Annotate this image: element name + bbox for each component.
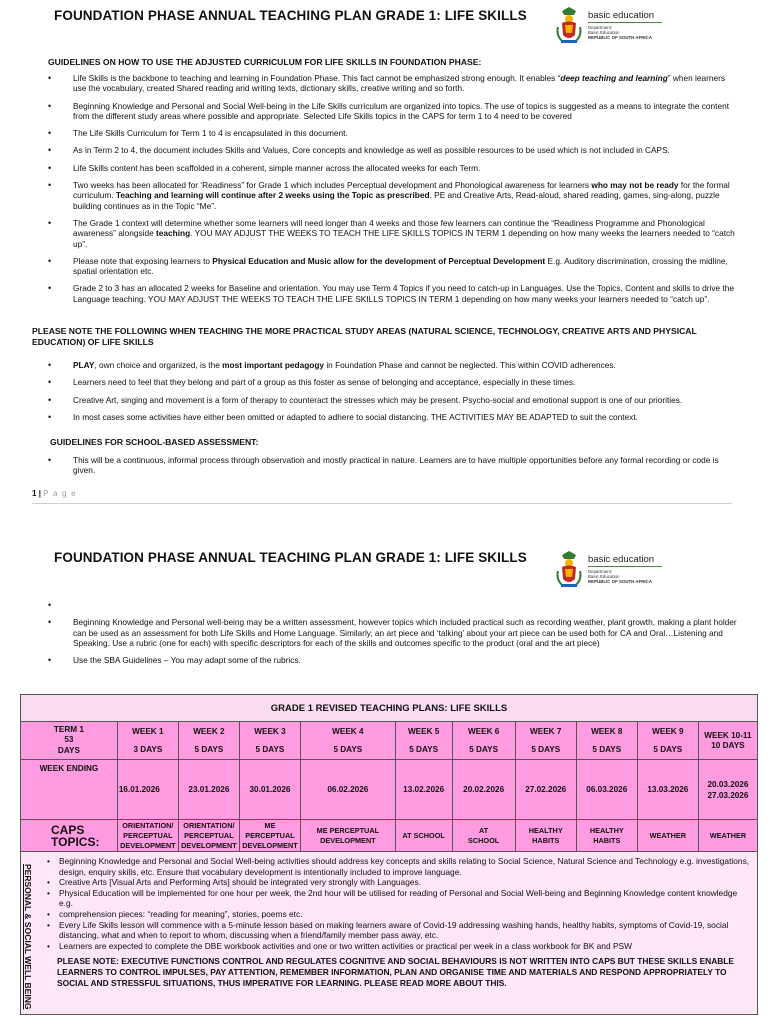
list-item: • Every Life Skills lesson will commence with a 5-minute lesson based on making learners aware of Covid-19 addressing washing hands, healthy habits, symptoms of Covid-19, social distancing, what and when to report to whom, discussing when a friend/family member pass away, etc. — [47, 920, 753, 941]
topic-cell: WEATHER — [637, 820, 698, 852]
logo-divider — [588, 22, 662, 23]
sba-list — [48, 455, 738, 483]
topic-cell: HEALTHY HABITS — [576, 820, 637, 852]
topic-cell: ORIENTATION/ PERCEPTUAL DEVELOPMENT — [178, 820, 239, 852]
date-cell: 23.01.2026 — [178, 760, 239, 820]
date-cell: 06.03.2026 — [576, 760, 637, 820]
date-cell: 13.02.2026 — [395, 760, 452, 820]
week-cell: WEEK 10-11 10 DAYS — [698, 722, 757, 760]
date-cell: 30.01.2026 — [239, 760, 300, 820]
week-cell: WEEK 9 5 DAYS — [637, 722, 698, 760]
date-cell: 13.03.2026 — [637, 760, 698, 820]
week-cell: WEEK 5 5 DAYS — [395, 722, 452, 760]
date-cell: 27.02.2026 — [515, 760, 576, 820]
list-item — [48, 600, 738, 610]
list-item: • Creative Art, singing and movement is a form of therapy to counteract the stresses which may be present. Psycho-social and emotional support is one of our priorities. — [48, 395, 738, 405]
week-cell: WEEK 3 5 DAYS — [239, 722, 300, 760]
lesson-guidelines-list — [47, 856, 753, 951]
table-row — [21, 722, 758, 760]
list-item: • Physical Education will be implemented for one hour per week, the 2nd hour will be utilised for reading of Personal and Social Well-being and Beginning Knowledge content knowledge e.g. — [47, 888, 753, 909]
topic-cell: ORIENTATION/ PERCEPTUAL DEVELOPMENT — [117, 820, 178, 852]
executive-functions-note: PLEASE NOTE: EXECUTIVE FUNCTIONS CONTROL AND REGULATES COGNITIVE AND SOCIAL BEHAVIOURS IS NOT WRITTEN INTO CAPS BUT THESE SKILLS ENABLE LEARNERS TO CONTROL IMPULSES, PAY ATTENTION, REMEMBER INFORMATION, PLAN AND ORGANISE TIME AND MATERIALS AND RESPOND APPROPRIATELY TO SOCIAL AND STRESSFUL SITUATIONS, THUS IMPERATIVE FOR LEARNING. PLEASE READ MORE ABOUT THIS. — [57, 956, 735, 988]
coat-of-arms-icon — [554, 5, 584, 45]
page-number: 1 | P a g e — [32, 489, 77, 498]
assessment-list — [48, 600, 738, 672]
page-title: FOUNDATION PHASE ANNUAL TEACHING PLAN GRADE 1: LIFE SKILLS — [54, 8, 527, 23]
date-cell: 20.02.2026 — [452, 760, 515, 820]
topic-cell: HEALTHY HABITS — [515, 820, 576, 852]
week-cell: WEEK 1 3 DAYS — [117, 722, 178, 760]
document-page-2 — [0, 536, 768, 1024]
logo-text: basic education — [588, 554, 655, 565]
list-item: • Learners are expected to complete the DBE workbook activities and one or two written activities or practical per week in a class workbook for BK and PSW — [47, 941, 753, 952]
logo-text: basic education — [588, 10, 655, 21]
list-item: • Two weeks has been allocated for ‘Readiness” for Grade 1 which includes Perceptual development and Phonological awareness for learners who may not be ready for the formal curriculum. Teaching and learning will continue after 2 weeks using the Topic as prescribed. PE and Creative Arts, Read-aloud, shared reading, games, sing-along, puzzle building continues as in the Topic “Me”. — [48, 180, 738, 211]
logo-divider — [588, 566, 662, 567]
list-item: • As in Term 2 to 4, the document includes Skills and Values, Core concepts and knowledge as well as possible resources to be used which is not included in CAPS. — [48, 145, 738, 155]
week-cell: WEEK 2 5 DAYS — [178, 722, 239, 760]
term-cell: TERM 1 53 DAYS — [21, 722, 118, 760]
logo-sub-3: REPUBLIC OF SOUTH AFRICA — [588, 35, 652, 40]
topic-cell: WEATHER — [698, 820, 757, 852]
date-cell: 06.02.2026 — [300, 760, 395, 820]
lesson-guidelines-cell — [21, 852, 758, 1015]
list-item: • The Grade 1 context will determine whether some learners will need longer than 4 weeks and those few learners can continue the “Readiness Programme and Phonological awareness” alongside teaching. YOU MAY ADJUST THE WEEKS TO TEACH THE LIFE SKILLS TOPICS IN TERM 1 depending on how many weeks the learners needed to “catch up”. — [48, 218, 738, 249]
logo-sub-1: Department: — [588, 25, 613, 30]
table-row — [21, 820, 758, 852]
logo-sub-2: Basic Education — [588, 30, 620, 35]
footer-divider — [32, 503, 732, 504]
side-label: PERSONAL & SOCIAL WELL BEING — [23, 864, 33, 1010]
guidelines-list — [48, 73, 738, 311]
logo-sub-2: Basic Education — [588, 574, 620, 579]
list-item: • Use the SBA Guidelines – You may adapt some of the rubrics. — [48, 655, 738, 665]
guidelines-heading: GUIDELINES ON HOW TO USE THE ADJUSTED CURRICULUM FOR LIFE SKILLS IN FOUNDATION PHASE: — [48, 57, 482, 67]
practical-list — [48, 360, 738, 429]
coat-of-arms-icon — [554, 549, 584, 589]
topic-cell: AT SCHOOL — [452, 820, 515, 852]
table-row — [21, 760, 758, 820]
dbe-logo — [554, 549, 664, 589]
list-item: • Learners need to feel that they belong and part of a group as this foster as sense of belonging and acceptance, especially in these times. — [48, 377, 738, 387]
list-item: • Beginning Knowledge and Personal and Social Well-being in the Life Skills curriculum are organized into topics. The use of topics is suggested as a means to integrate the content from the different study areas where possible and appropriate. Selected Life Skills topics in the CAPS for term 1 to 4 need to be covered — [48, 101, 738, 122]
logo-sub-1: Department: — [588, 569, 613, 574]
week-cell: WEEK 8 5 DAYS — [576, 722, 637, 760]
list-item: • Creative Arts [Visual Arts and Performing Arts] should be integrated very strongly with Languages. — [47, 877, 753, 888]
topic-cell: AT SCHOOL — [395, 820, 452, 852]
topic-cell: ME PERCEPTUAL DEVELOPMENT — [239, 820, 300, 852]
practical-areas-note: PLEASE NOTE THE FOLLOWING WHEN TEACHING THE MORE PRACTICAL STUDY AREAS (NATURAL SCIENCE, TECHNOLOGY, CREATIVE ARTS AND PHYSICAL EDUCATION) OF LIFE SKILLS — [32, 326, 697, 347]
week-ending-label: WEEK ENDING — [21, 760, 118, 820]
list-item: • Beginning Knowledge and Personal well-being may be a written assessment, however topics which included practical such as recording weather, plant growth, making a plant holder can be used as an assessment for both Life Skills and Home Language. Similarly, an art piece and ‘talking’ about your art piece can be used both for CA and Oral…Listening and Speaking. Use a rubric (one for each) with specific descriptors for each of the skills and outcomes specific to the product (oral and the art piece) — [48, 617, 738, 648]
list-item: • This will be a continuous, informal process through observation and mostly practical in nature. Learners are to have multiple opportunities before any formal recording or code is given. — [48, 455, 738, 476]
date-cell: 16.01.2026 — [117, 760, 178, 820]
table-header-row — [21, 695, 758, 722]
topic-cell: ME PERCEPTUAL DEVELOPMENT — [300, 820, 395, 852]
caps-topics-label: CAPS TOPICS: — [21, 820, 118, 852]
list-item: • Life Skills is the backbone to teaching and learning in Foundation Phase. This fact cannot be emphasized strong enough. It enables “deep teaching and learning” when learners use the vocabulary, created Shared reading and writing texts, dictionary skills, creative writing and so forth. — [48, 73, 738, 94]
list-item: • Life Skills content has been scaffolded in a coherent, simple manner across the allocated weeks for each Term. — [48, 163, 738, 173]
page-title: FOUNDATION PHASE ANNUAL TEACHING PLAN GRADE 1: LIFE SKILLS — [54, 550, 527, 565]
dbe-logo — [554, 5, 664, 45]
date-cell: 20.03.2026 27.03.2026 — [698, 760, 757, 820]
teaching-plan-table — [20, 694, 758, 1015]
list-item: • Beginning Knowledge and Personal and Social Well-being activities should address key concepts and skills relating to Social Science, Natural Science and Technology e.g. investigations, design, enquiry skills, etc. Ensure that vocabulary development is intentionally included to improve language. — [47, 856, 753, 877]
week-cell: WEEK 4 5 DAYS — [300, 722, 395, 760]
list-item: • comprehension pieces: “reading for meaning”, stories, poems etc. — [47, 909, 753, 920]
table-title: GRADE 1 REVISED TEACHING PLANS: LIFE SKILLS — [21, 695, 758, 722]
list-item: • The Life Skills Curriculum for Term 1 to 4 is encapsulated in this document. — [48, 128, 738, 138]
list-item: • Please note that exposing learners to Physical Education and Music allow for the development of Perceptual Development E.g. Auditory discrimination, crossing the midline, spatial orientation etc. — [48, 256, 738, 277]
list-item: • PLAY, own choice and organized, is the most important pedagogy in Foundation Phase and cannot be neglected. This within COVID adherences. — [48, 360, 738, 370]
sba-heading: GUIDELINES FOR SCHOOL-BASED ASSESSMENT: — [50, 437, 259, 447]
logo-sub-3: REPUBLIC OF SOUTH AFRICA — [588, 579, 652, 584]
list-item: • Grade 2 to 3 has an allocated 2 weeks for Baseline and orientation. You may use Term 4 Topics if you need to catch-up in Languages. Use the Topics, Content and skills to drive the Language teaching. YOU MAY ADJUST THE WEEKS TO TEACH THE LIFE SKILLS TOPICS IN TERM 1 depending on how many weeks your learners needed to “catch up”. — [48, 283, 738, 304]
week-cell: WEEK 7 5 DAYS — [515, 722, 576, 760]
list-item: • In most cases some activities have either been omitted or adapted to adhere to social distancing. THE ACTIVITIES MAY BE ADAPTED to suit the context. — [48, 412, 738, 422]
table-row — [21, 852, 758, 1015]
week-cell: WEEK 6 5 DAYS — [452, 722, 515, 760]
